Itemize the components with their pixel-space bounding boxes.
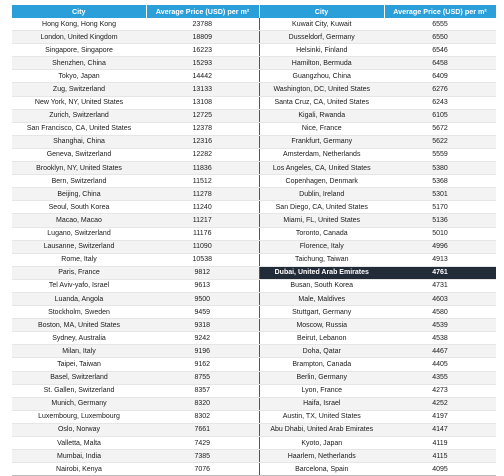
price-right-cell: 4913 bbox=[384, 253, 496, 266]
price-left-cell: 11176 bbox=[146, 227, 259, 240]
city-right-cell: Dubai, United Arab Emirates bbox=[259, 266, 384, 279]
city-right-cell: Male, Maldives bbox=[259, 292, 384, 305]
price-left-cell: 7429 bbox=[146, 437, 259, 450]
price-left-cell: 13108 bbox=[146, 96, 259, 109]
city-left-cell: Rome, Italy bbox=[12, 253, 146, 266]
price-right-cell: 4538 bbox=[384, 332, 496, 345]
table-row bbox=[12, 44, 496, 57]
price-left-cell: 9242 bbox=[146, 332, 259, 345]
price-left-cell: 15293 bbox=[146, 57, 259, 70]
city-right-cell: Dusseldorf, Germany bbox=[259, 31, 384, 44]
price-left-cell: 11217 bbox=[146, 214, 259, 227]
price-right-cell: 5672 bbox=[384, 122, 496, 135]
price-left-cell: 7076 bbox=[146, 463, 259, 476]
city-left-cell: Beijing, China bbox=[12, 188, 146, 201]
city-left-cell: Tel Aviv-yafo, Israel bbox=[12, 279, 146, 292]
header-city-left: City bbox=[12, 5, 146, 18]
price-right-cell: 4252 bbox=[384, 397, 496, 410]
city-left-cell: Mumbai, India bbox=[12, 450, 146, 463]
price-left-cell: 7661 bbox=[146, 423, 259, 436]
city-left-cell: Luxembourg, Luxembourg bbox=[12, 410, 146, 423]
city-right-cell: Kyoto, Japan bbox=[259, 437, 384, 450]
city-right-cell: Barcelona, Spain bbox=[259, 463, 384, 476]
city-left-cell: Paris, France bbox=[12, 266, 146, 279]
table-row bbox=[12, 175, 496, 188]
price-left-cell: 9500 bbox=[146, 292, 259, 305]
price-right-cell: 4996 bbox=[384, 240, 496, 253]
price-right-cell: 4761 bbox=[384, 266, 496, 279]
price-right-cell: 4115 bbox=[384, 450, 496, 463]
price-left-cell: 10538 bbox=[146, 253, 259, 266]
city-right-cell: Florence, Italy bbox=[259, 240, 384, 253]
header-price-right: Average Price (USD) per m² bbox=[384, 5, 496, 18]
city-left-cell: Tokyo, Japan bbox=[12, 70, 146, 83]
city-right-cell: Toronto, Canada bbox=[259, 227, 384, 240]
price-right-cell: 5010 bbox=[384, 227, 496, 240]
table-row bbox=[12, 70, 496, 83]
table-row bbox=[12, 306, 496, 319]
price-left-cell: 8755 bbox=[146, 371, 259, 384]
city-left-cell: Stockholm, Sweden bbox=[12, 306, 146, 319]
city-left-cell: Lugano, Switzerland bbox=[12, 227, 146, 240]
city-right-cell: Helsinki, Finland bbox=[259, 44, 384, 57]
price-right-cell: 5136 bbox=[384, 214, 496, 227]
city-left-cell: Brooklyn, NY, United States bbox=[12, 162, 146, 175]
city-right-cell: Brampton, Canada bbox=[259, 358, 384, 371]
table-row bbox=[12, 31, 496, 44]
table-row bbox=[12, 266, 496, 279]
city-left-cell: Zurich, Switzerland bbox=[12, 109, 146, 122]
price-right-cell: 4197 bbox=[384, 410, 496, 423]
table-row bbox=[12, 253, 496, 266]
price-right-cell: 4147 bbox=[384, 423, 496, 436]
table-row bbox=[12, 332, 496, 345]
price-right-cell: 4119 bbox=[384, 437, 496, 450]
price-left-cell: 11090 bbox=[146, 240, 259, 253]
table-row bbox=[12, 214, 496, 227]
city-right-cell: Abu Dhabi, United Arab Emirates bbox=[259, 423, 384, 436]
price-right-cell: 4405 bbox=[384, 358, 496, 371]
price-right-cell: 5559 bbox=[384, 148, 496, 161]
city-right-cell: Frankfurt, Germany bbox=[259, 135, 384, 148]
price-left-cell: 9162 bbox=[146, 358, 259, 371]
table-header bbox=[12, 5, 496, 18]
city-right-cell: Guangzhou, China bbox=[259, 70, 384, 83]
city-right-cell: Moscow, Russia bbox=[259, 319, 384, 332]
city-right-cell: Miami, FL, United States bbox=[259, 214, 384, 227]
price-right-cell: 6105 bbox=[384, 109, 496, 122]
city-right-cell: Amsterdam, Netherlands bbox=[259, 148, 384, 161]
table-row bbox=[12, 201, 496, 214]
price-per-sqm-table bbox=[12, 5, 497, 476]
city-left-cell: New York, NY, United States bbox=[12, 96, 146, 109]
price-right-cell: 4467 bbox=[384, 345, 496, 358]
price-right-cell: 6409 bbox=[384, 70, 496, 83]
city-right-cell: Hamilton, Bermuda bbox=[259, 57, 384, 70]
table-row bbox=[12, 371, 496, 384]
city-right-cell: Los Angeles, CA, United States bbox=[259, 162, 384, 175]
price-right-cell: 5380 bbox=[384, 162, 496, 175]
price-left-cell: 9318 bbox=[146, 319, 259, 332]
city-left-cell: Hong Kong, Hong Kong bbox=[12, 18, 146, 31]
price-left-cell: 9812 bbox=[146, 266, 259, 279]
price-right-cell: 6276 bbox=[384, 83, 496, 96]
price-right-cell: 6243 bbox=[384, 96, 496, 109]
price-left-cell: 11278 bbox=[146, 188, 259, 201]
city-right-cell: Beirut, Lebanon bbox=[259, 332, 384, 345]
price-left-cell: 23788 bbox=[146, 18, 259, 31]
price-right-cell: 6555 bbox=[384, 18, 496, 31]
price-right-cell: 5622 bbox=[384, 135, 496, 148]
table-row bbox=[12, 188, 496, 201]
price-left-cell: 7385 bbox=[146, 450, 259, 463]
price-right-cell: 4539 bbox=[384, 319, 496, 332]
city-right-cell: Haifa, Israel bbox=[259, 397, 384, 410]
price-left-cell: 12725 bbox=[146, 109, 259, 122]
table-row bbox=[12, 148, 496, 161]
price-left-cell: 8320 bbox=[146, 397, 259, 410]
city-left-cell: Shanghai, China bbox=[12, 135, 146, 148]
city-right-cell: Copenhagen, Denmark bbox=[259, 175, 384, 188]
table-row bbox=[12, 135, 496, 148]
table-row bbox=[12, 384, 496, 397]
table-row bbox=[12, 397, 496, 410]
city-right-cell: Taichung, Taiwan bbox=[259, 253, 384, 266]
city-left-cell: Singapore, Singapore bbox=[12, 44, 146, 57]
city-right-cell: Santa Cruz, CA, United States bbox=[259, 96, 384, 109]
table-row bbox=[12, 57, 496, 70]
price-left-cell: 8357 bbox=[146, 384, 259, 397]
table-row bbox=[12, 279, 496, 292]
price-left-cell: 16223 bbox=[146, 44, 259, 57]
table-row bbox=[12, 162, 496, 175]
price-right-cell: 6546 bbox=[384, 44, 496, 57]
city-left-cell: Basel, Switzerland bbox=[12, 371, 146, 384]
table-row bbox=[12, 450, 496, 463]
city-right-cell: Doha, Qatar bbox=[259, 345, 384, 358]
city-left-cell: Taipei, Taiwan bbox=[12, 358, 146, 371]
table-row bbox=[12, 96, 496, 109]
price-right-cell: 4731 bbox=[384, 279, 496, 292]
city-left-cell: Boston, MA, United States bbox=[12, 319, 146, 332]
city-right-cell: Austin, TX, United States bbox=[259, 410, 384, 423]
price-left-cell: 11240 bbox=[146, 201, 259, 214]
price-left-cell: 12282 bbox=[146, 148, 259, 161]
city-right-cell: Washington, DC, United States bbox=[259, 83, 384, 96]
city-left-cell: Bern, Switzerland bbox=[12, 175, 146, 188]
price-left-cell: 8302 bbox=[146, 410, 259, 423]
table-row bbox=[12, 410, 496, 423]
table-row bbox=[12, 437, 496, 450]
city-right-cell: Kuwait City, Kuwait bbox=[259, 18, 384, 31]
city-left-cell: Valletta, Malta bbox=[12, 437, 146, 450]
city-left-cell: Lausanne, Switzerland bbox=[12, 240, 146, 253]
city-left-cell: Nairobi, Kenya bbox=[12, 463, 146, 476]
table-body bbox=[12, 18, 496, 476]
price-left-cell: 11836 bbox=[146, 162, 259, 175]
table-row bbox=[12, 122, 496, 135]
city-left-cell: Milan, Italy bbox=[12, 345, 146, 358]
table-row bbox=[12, 109, 496, 122]
header-row bbox=[12, 5, 496, 18]
price-left-cell: 12316 bbox=[146, 135, 259, 148]
city-left-cell: Zug, Switzerland bbox=[12, 83, 146, 96]
table-row bbox=[12, 18, 496, 31]
city-left-cell: Luanda, Angola bbox=[12, 292, 146, 305]
header-city-right: City bbox=[259, 5, 384, 18]
city-left-cell: Geneva, Switzerland bbox=[12, 148, 146, 161]
price-right-cell: 4580 bbox=[384, 306, 496, 319]
city-left-cell: St. Gallen, Switzerland bbox=[12, 384, 146, 397]
city-left-cell: Sydney, Australia bbox=[12, 332, 146, 345]
price-right-cell: 6550 bbox=[384, 31, 496, 44]
city-left-cell: Oslo, Norway bbox=[12, 423, 146, 436]
city-right-cell: Busan, South Korea bbox=[259, 279, 384, 292]
header-price-left: Average Price (USD) per m² bbox=[146, 5, 259, 18]
city-right-cell: Kigali, Rwanda bbox=[259, 109, 384, 122]
table-row bbox=[12, 358, 496, 371]
price-right-cell: 4603 bbox=[384, 292, 496, 305]
price-right-cell: 4355 bbox=[384, 371, 496, 384]
city-right-cell: Dublin, Ireland bbox=[259, 188, 384, 201]
price-right-cell: 5368 bbox=[384, 175, 496, 188]
price-left-cell: 9459 bbox=[146, 306, 259, 319]
price-left-cell: 18809 bbox=[146, 31, 259, 44]
table-row bbox=[12, 292, 496, 305]
price-right-cell: 4095 bbox=[384, 463, 496, 476]
price-left-cell: 14442 bbox=[146, 70, 259, 83]
city-left-cell: London, United Kingdom bbox=[12, 31, 146, 44]
price-table-container bbox=[12, 5, 496, 476]
city-left-cell: Macao, Macao bbox=[12, 214, 146, 227]
price-right-cell: 6458 bbox=[384, 57, 496, 70]
table-row bbox=[12, 463, 496, 476]
price-left-cell: 9196 bbox=[146, 345, 259, 358]
city-right-cell: Nice, France bbox=[259, 122, 384, 135]
price-left-cell: 9613 bbox=[146, 279, 259, 292]
city-right-cell: Stuttgart, Germany bbox=[259, 306, 384, 319]
city-right-cell: Haarlem, Netherlands bbox=[259, 450, 384, 463]
city-right-cell: San Diego, CA, United States bbox=[259, 201, 384, 214]
price-left-cell: 13133 bbox=[146, 83, 259, 96]
city-left-cell: Munich, Germany bbox=[12, 397, 146, 410]
city-left-cell: San Francisco, CA, United States bbox=[12, 122, 146, 135]
city-right-cell: Berlin, Germany bbox=[259, 371, 384, 384]
table-row bbox=[12, 240, 496, 253]
price-right-cell: 5170 bbox=[384, 201, 496, 214]
price-right-cell: 5301 bbox=[384, 188, 496, 201]
city-right-cell: Lyon, France bbox=[259, 384, 384, 397]
table-row bbox=[12, 227, 496, 240]
price-left-cell: 12378 bbox=[146, 122, 259, 135]
table-row bbox=[12, 319, 496, 332]
city-left-cell: Shenzhen, China bbox=[12, 57, 146, 70]
table-row bbox=[12, 345, 496, 358]
table-row bbox=[12, 83, 496, 96]
price-right-cell: 4273 bbox=[384, 384, 496, 397]
table-row bbox=[12, 423, 496, 436]
price-left-cell: 11512 bbox=[146, 175, 259, 188]
city-left-cell: Seoul, South Korea bbox=[12, 201, 146, 214]
